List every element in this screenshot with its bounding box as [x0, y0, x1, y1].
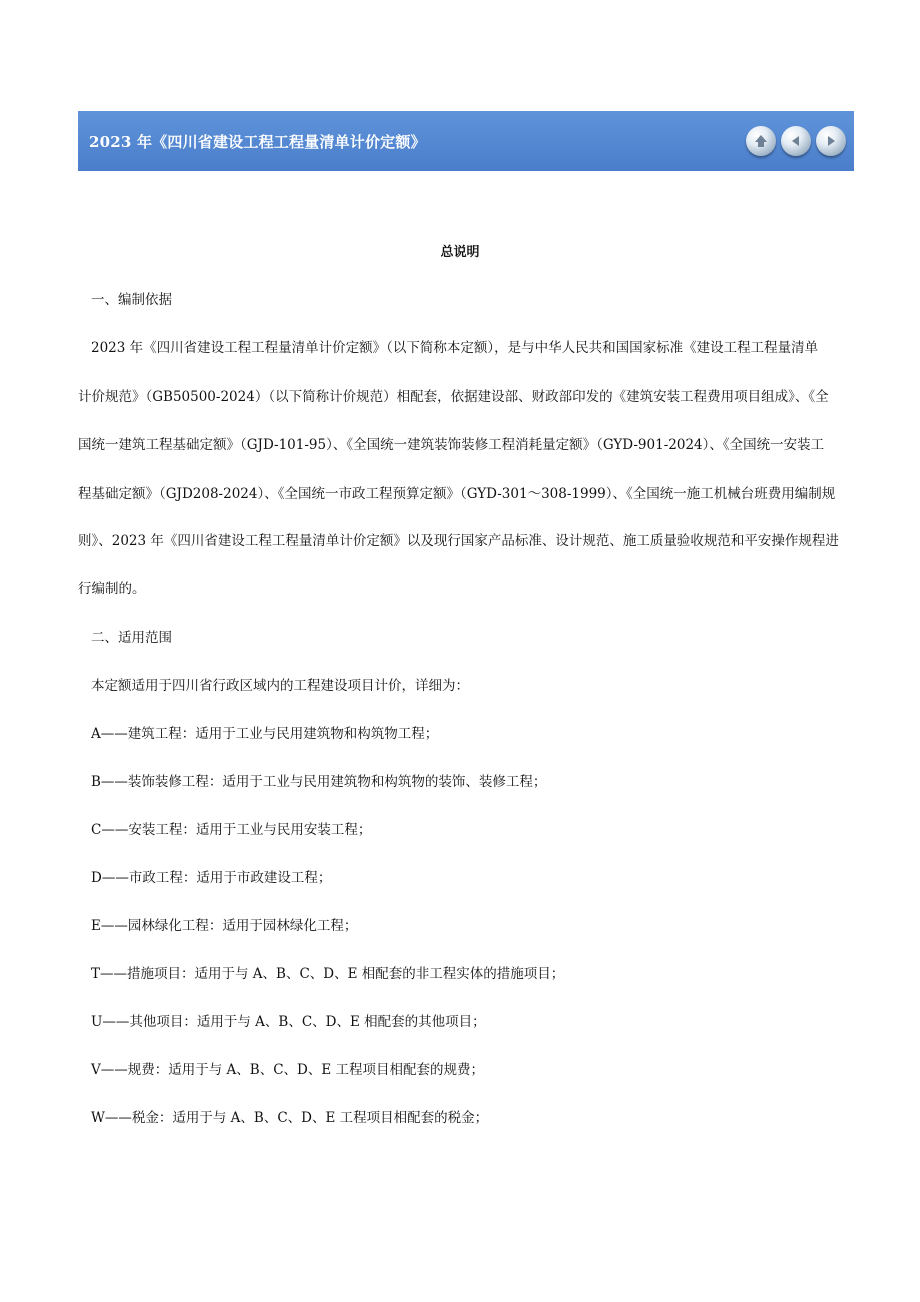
basis-paragraph-line: 程基础定额》（GJD208-2024）、《全国统一市政工程预算定额》（GYD-301～308-1999）、《全国统一施工机械台班费用编制规	[78, 486, 836, 502]
page-navigation	[746, 126, 846, 156]
scope-item: E——园林绿化工程：适用于园林绿化工程；	[91, 918, 358, 934]
scope-item: B——装饰装修工程：适用于工业与民用建筑物和构筑物的装饰、装修工程；	[91, 774, 547, 790]
scope-item: C——安装工程：适用于工业与民用安装工程；	[91, 822, 372, 838]
scope-item: T——措施项目：适用于与 A、B、C、D、E 相配套的非工程实体的措施项目；	[91, 966, 565, 982]
basis-paragraph-line: 2023 年《四川省建设工程工程量清单计价定额》（以下简称本定额），是与中华人民共和国国家标准《建设工程工程量清单	[91, 340, 819, 356]
basis-paragraph-line: 则》、2023 年《四川省建设工程工程量清单计价定额》以及现行国家产品标准、设计规范、施工质量验收规范和平安操作规程进	[78, 533, 839, 549]
scope-item: U——其他项目：适用于与 A、B、C、D、E 相配套的其他项目；	[91, 1014, 486, 1030]
home-icon	[753, 133, 769, 149]
page-heading: 总说明	[440, 245, 480, 260]
scope-item: D——市政工程：适用于市政建设工程；	[91, 870, 332, 886]
basis-paragraph-line: 行编制的。	[78, 581, 146, 597]
scope-item: V——规费：适用于与 A、B、C、D、E 工程项目相配套的规费；	[91, 1062, 485, 1078]
section-title-scope: 二、适用范围	[91, 630, 172, 646]
section-title-basis: 一、编制依据	[91, 292, 172, 308]
basis-paragraph-line: 国统一建筑工程基础定额》（GJD-101-95）、《全国统一建筑装饰装修工程消耗量定额》（GYD-901-2024）、《全国统一安装工	[78, 437, 825, 453]
document-title: 2023 年《四川省建设工程工程量清单计价定额》	[89, 132, 426, 151]
basis-paragraph-line: 计价规范》（GB50500-2024）（以下简称计价规范）相配套，依据建设部、财政部印发的《建筑安装工程费用项目组成》、《全	[78, 389, 829, 405]
scope-intro: 本定额适用于四川省行政区域内的工程建设项目计价，详细为：	[91, 678, 469, 694]
scope-item: A——建筑工程：适用于工业与民用建筑物和构筑物工程；	[91, 726, 439, 742]
previous-page-button[interactable]	[781, 126, 811, 156]
previous-page-icon	[788, 133, 804, 149]
next-page-button[interactable]	[816, 126, 846, 156]
scope-item: W——税金：适用于与 A、B、C、D、E 工程项目相配套的税金；	[91, 1110, 489, 1126]
next-page-icon	[823, 133, 839, 149]
document-header-banner	[78, 111, 854, 171]
home-button[interactable]	[746, 126, 776, 156]
